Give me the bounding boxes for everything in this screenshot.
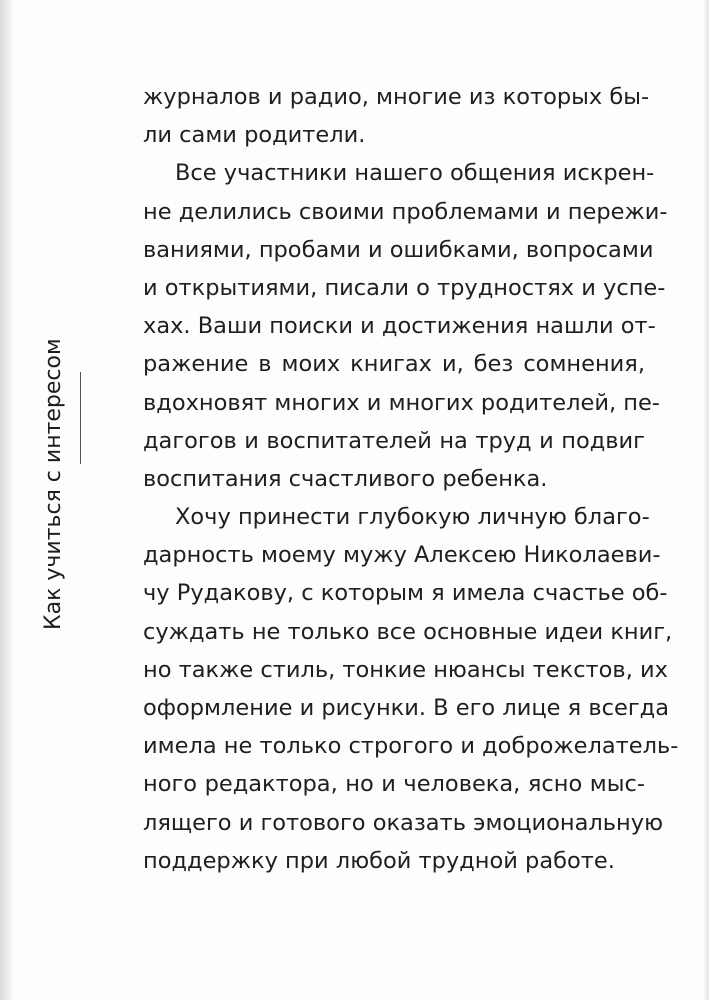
text-line: ли сами родители. (143, 122, 366, 149)
body-text (143, 78, 679, 880)
text-line: и открытиями, писали о трудностях и успе- (143, 274, 666, 301)
text-line: чу Рудакову, с которым я имела счастье об- (143, 580, 668, 607)
text-line: имела не только строгого и доброжелатель- (143, 733, 679, 760)
text-line: вдохновят многих и многих родителей, пе- (143, 389, 660, 416)
text-line: лящего и готового оказать эмоциональную (143, 809, 664, 836)
text-line: ваниями, пробами и ошибками, вопросами (143, 236, 654, 263)
text-line: дагогов и воспитателей на труд и подвиг (143, 427, 645, 454)
text-line: поддержку при любой трудной работе. (143, 847, 615, 874)
text-line: Все участники нашего общения искрен- (175, 160, 655, 187)
text-line: Хочу принести глубокую личную благо- (175, 504, 650, 531)
text-line: дарность моему мужу Алексею Николаеви- (143, 542, 661, 569)
text-line: оформление и рисунки. В его лице я всегда (143, 695, 669, 721)
text-line: журналов и радио, многие из которых бы- (143, 84, 650, 110)
page-left-edge-shadow (0, 0, 14, 1000)
text-line: ного редактора, но и человека, ясно мыс- (143, 771, 645, 798)
text-line: не делились своими проблемами и пережи- (143, 198, 668, 225)
text-line: ражение в моих книгах и, без сомнения, (143, 351, 645, 378)
page-right-edge-shadow (703, 0, 709, 1000)
text-line: воспитания счастливого ребенка. (143, 465, 548, 492)
text-line: хах. Ваши поиски и достижения нашли от- (143, 313, 656, 340)
text-line: суждать не только все основные идеи книг, (143, 618, 673, 645)
running-head-rule (80, 372, 81, 464)
running-head-vertical: Как учиться с интересом (41, 338, 66, 630)
text-line: но также стиль, тонкие нюансы текстов, их (143, 656, 668, 683)
